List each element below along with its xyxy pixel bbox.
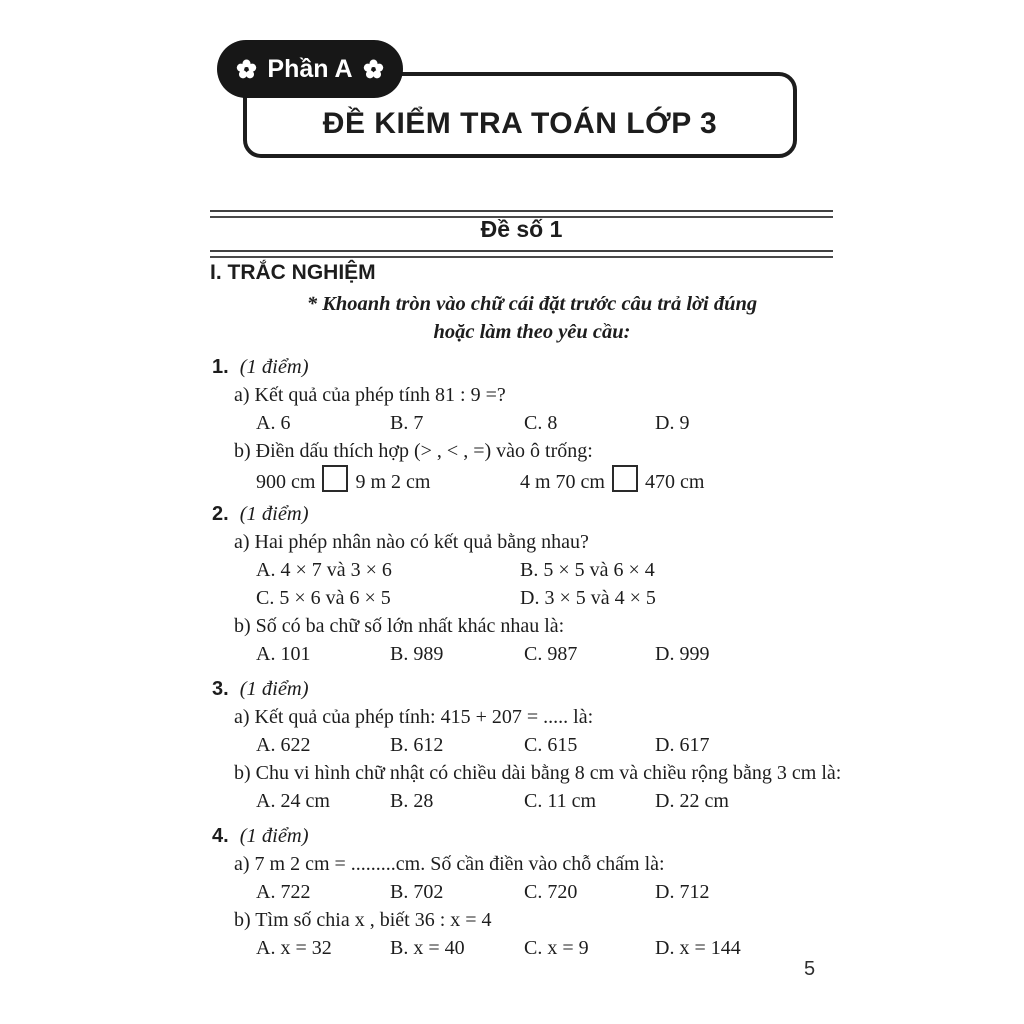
option-d: D. 3 × 5 và 4 × 5 bbox=[520, 587, 656, 609]
option-a: A. 24 cm bbox=[256, 790, 330, 812]
exam-content bbox=[210, 260, 842, 962]
option-a: A. 722 bbox=[256, 881, 311, 903]
question-2a-text: a) Hai phép nhân nào có kết quả bằng nhau? bbox=[234, 531, 589, 553]
question-1 bbox=[210, 353, 834, 493]
question-2 bbox=[210, 500, 834, 668]
question-2b-text: b) Số có ba chữ số lớn nhất khác nhau là: bbox=[234, 615, 565, 637]
question-1a-text: a) Kết quả của phép tính 81 : 9 =? bbox=[234, 384, 506, 406]
answer-box bbox=[612, 465, 638, 492]
option-b: B. 28 bbox=[390, 790, 434, 812]
book-title: ĐỀ KIỂM TRA TOÁN LỚP 3 bbox=[322, 107, 718, 140]
question-3a-options bbox=[210, 731, 834, 759]
compare-left-value: 900 cm bbox=[256, 471, 316, 493]
question-number: 4. bbox=[212, 825, 229, 847]
option-c: C. 987 bbox=[524, 643, 578, 665]
question-3-head bbox=[210, 675, 834, 703]
question-points: (1 điểm) bbox=[239, 356, 309, 378]
part-label: Phần A bbox=[267, 54, 353, 83]
option-a: A. 4 × 7 và 3 × 6 bbox=[256, 559, 392, 581]
florette-icon bbox=[363, 59, 384, 80]
question-2b-options bbox=[210, 640, 834, 668]
question-1b-compare-row bbox=[210, 465, 834, 493]
option-b: B. 612 bbox=[390, 734, 444, 756]
question-4-head bbox=[210, 822, 834, 850]
question-number: 2. bbox=[212, 503, 229, 525]
question-3b-text: b) Chu vi hình chữ nhật có chiều dài bằng 8 cm và chiều rộng bằng 3 cm là: bbox=[234, 762, 842, 784]
option-b: B. 702 bbox=[390, 881, 444, 903]
option-c: C. 615 bbox=[524, 734, 578, 756]
question-number: 3. bbox=[212, 678, 229, 700]
florette-icon bbox=[236, 59, 257, 80]
exam-number-heading: Đề số 1 bbox=[480, 216, 563, 242]
option-a: A. 101 bbox=[256, 643, 311, 665]
question-3a-text: a) Kết quả của phép tính: 415 + 207 = ..... là: bbox=[234, 706, 594, 728]
question-points: (1 điểm) bbox=[239, 503, 309, 525]
question-2-head bbox=[210, 500, 834, 528]
option-d: D. 9 bbox=[655, 412, 690, 434]
option-d: D. 617 bbox=[655, 734, 710, 756]
instruction-line-2: hoặc làm theo yêu cầu: bbox=[433, 321, 631, 343]
option-d: D. 22 cm bbox=[655, 790, 729, 812]
option-d: D. 999 bbox=[655, 643, 710, 665]
instruction-line-1: * Khoanh tròn vào chữ cái đặt trước câu trả lời đúng bbox=[306, 293, 758, 315]
compare-left-value: 4 m 70 cm bbox=[520, 471, 605, 493]
compare-right-value: 470 cm bbox=[645, 471, 705, 493]
question-4 bbox=[210, 822, 834, 962]
section-heading: I. TRẮC NGHIỆM bbox=[210, 261, 376, 284]
part-a-tab bbox=[217, 40, 403, 98]
question-2a-options-row-2 bbox=[210, 584, 834, 612]
question-1b-text: b) Điền dấu thích hợp (> , < , =) vào ô trống: bbox=[234, 440, 593, 462]
answer-box bbox=[322, 465, 348, 492]
question-3b-options bbox=[210, 787, 834, 815]
option-a: A. x = 32 bbox=[256, 937, 332, 959]
option-b: B. 5 × 5 và 6 × 4 bbox=[520, 559, 655, 581]
divider-rule-bottom bbox=[210, 250, 833, 258]
option-d: D. x = 144 bbox=[655, 937, 741, 959]
page-number: 5 bbox=[804, 958, 816, 980]
question-2a-options-row-1 bbox=[210, 556, 834, 584]
option-c: C. 8 bbox=[524, 412, 558, 434]
option-d: D. 712 bbox=[655, 881, 710, 903]
option-c: C. 720 bbox=[524, 881, 578, 903]
option-b: B. 989 bbox=[390, 643, 444, 665]
question-4b-text: b) Tìm số chia x , biết 36 : x = 4 bbox=[234, 909, 492, 931]
option-a: A. 6 bbox=[256, 412, 291, 434]
option-a: A. 622 bbox=[256, 734, 311, 756]
option-b: B. 7 bbox=[390, 412, 424, 434]
option-c: C. 11 cm bbox=[524, 790, 597, 812]
option-b: B. x = 40 bbox=[390, 937, 465, 959]
question-number: 1. bbox=[212, 356, 229, 378]
question-1-head bbox=[210, 353, 834, 381]
question-points: (1 điểm) bbox=[239, 678, 309, 700]
question-points: (1 điểm) bbox=[239, 825, 309, 847]
question-4a-text: a) 7 m 2 cm = .........cm. Số cần điền vào chỗ chấm là: bbox=[234, 853, 665, 875]
question-3 bbox=[210, 675, 842, 815]
compare-item bbox=[256, 465, 430, 496]
compare-item bbox=[520, 465, 704, 496]
question-4b-options bbox=[210, 934, 834, 962]
question-1a-options bbox=[210, 409, 834, 437]
question-4a-options bbox=[210, 878, 834, 906]
option-c: C. 5 × 6 và 6 × 5 bbox=[256, 587, 391, 609]
compare-right-value: 9 m 2 cm bbox=[355, 471, 431, 493]
option-c: C. x = 9 bbox=[524, 937, 589, 959]
